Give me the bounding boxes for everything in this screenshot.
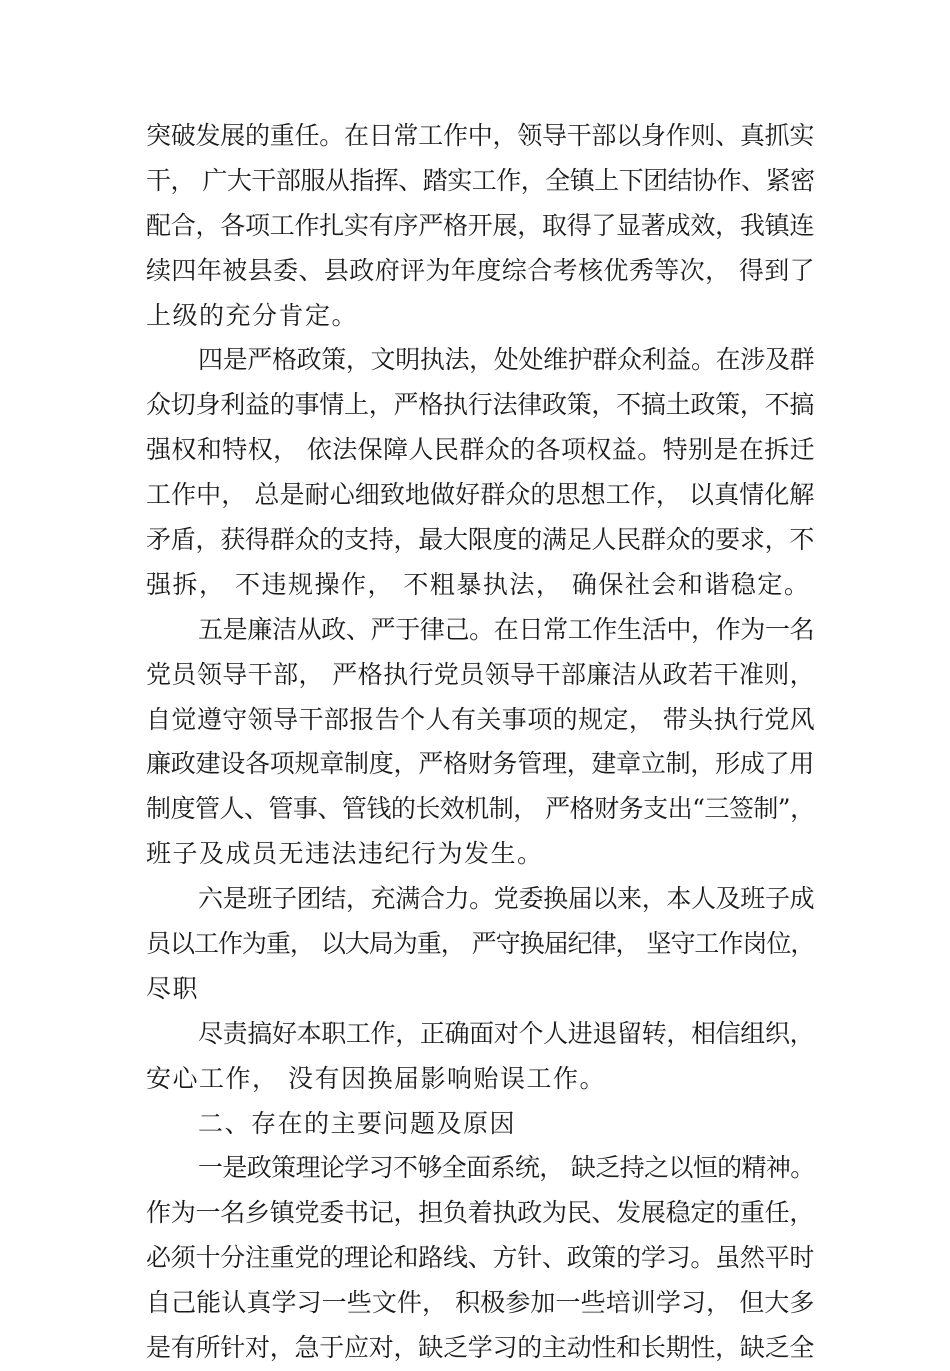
text-line: 是有所针对，急于应对，缺乏学习的主动性和长期性，缺乏全 bbox=[146, 1333, 815, 1363]
text-line: 尽职 bbox=[146, 973, 200, 1003]
text-line: 制度管人、管事、管钱的长效机制， 严格财务支出“三签制”， bbox=[146, 794, 815, 824]
document-body bbox=[146, 114, 816, 1371]
text-line: 强权和特权， 依法保障人民群众的各项权益。特别是在拆迁 bbox=[146, 435, 816, 465]
text-line: 突破发展的重任。在日常工作中，领导干部以身作则、真抓实 bbox=[146, 121, 815, 150]
text-line: 尽责搞好本职工作，正确面对个人进退留转，相信组织， bbox=[198, 1018, 815, 1048]
text-line: 廉政建设各项规章制度，严格财务管理，建章立制，形成了用 bbox=[146, 749, 815, 779]
text-line: 自觉遵守领导干部报告个人有关事项的规定， 带头执行党风 bbox=[146, 704, 816, 734]
text-line: 四是严格政策，文明执法，处处维护群众利益。在涉及群 bbox=[198, 345, 815, 375]
text-line: 员以工作为重， 以大局为重， 严守换届纪律， 坚守工作岗位， bbox=[146, 929, 815, 959]
text-line: 上级的充分肯定。 bbox=[146, 300, 359, 330]
text-line: 必须十分注重党的理论和路线、方针、政策的学习。虽然平时 bbox=[146, 1243, 815, 1273]
text-line: 矛盾，获得群众的支持，最大限度的满足人民群众的要求，不 bbox=[146, 525, 815, 555]
text-line: 安心工作， 没有因换届影响贻误工作。 bbox=[146, 1063, 606, 1093]
text-line: 工作中， 总是耐心细致地做好群众的思想工作， 以真情化解 bbox=[146, 480, 815, 510]
text-line: 班子及成员无违法违纪行为发生。 bbox=[146, 839, 544, 869]
text-line: 众切身利益的事情上，严格执行法律政策，不搞土政策，不搞 bbox=[146, 390, 815, 420]
text-line: 六是班子团结，充满合力。党委换届以来，本人及班子成 bbox=[198, 884, 815, 914]
text-line: 作为一名乡镇党委书记，担负着执政为民、发展稳定的重任， bbox=[146, 1198, 815, 1228]
text-line: 二、存在的主要问题及原因 bbox=[198, 1108, 517, 1138]
text-line: 党员领导干部， 严格执行党员领导干部廉洁从政若干准则， bbox=[146, 659, 816, 689]
text-line: 一是政策理论学习不够全面系统， 缺乏持之以恒的精神。 bbox=[198, 1153, 815, 1183]
text-line: 自己能认真学习一些文件， 积极参加一些培训学习， 但大多 bbox=[146, 1288, 815, 1318]
text-line: 干， 广大干部服从指挥、踏实工作，全镇上下团结协作、紧密 bbox=[146, 165, 815, 195]
text-line: 强拆， 不违规操作， 不粗暴执法， 确保社会和谐稳定。 bbox=[146, 569, 811, 599]
text-line: 五是廉洁从政、严于律己。在日常工作生活中，作为一名 bbox=[198, 614, 815, 644]
text-line: 续四年被县委、县政府评为年度综合考核优秀等次， 得到了 bbox=[146, 255, 816, 285]
text-line: 配合，各项工作扎实有序严格开展，取得了显著成效，我镇连 bbox=[146, 210, 815, 240]
